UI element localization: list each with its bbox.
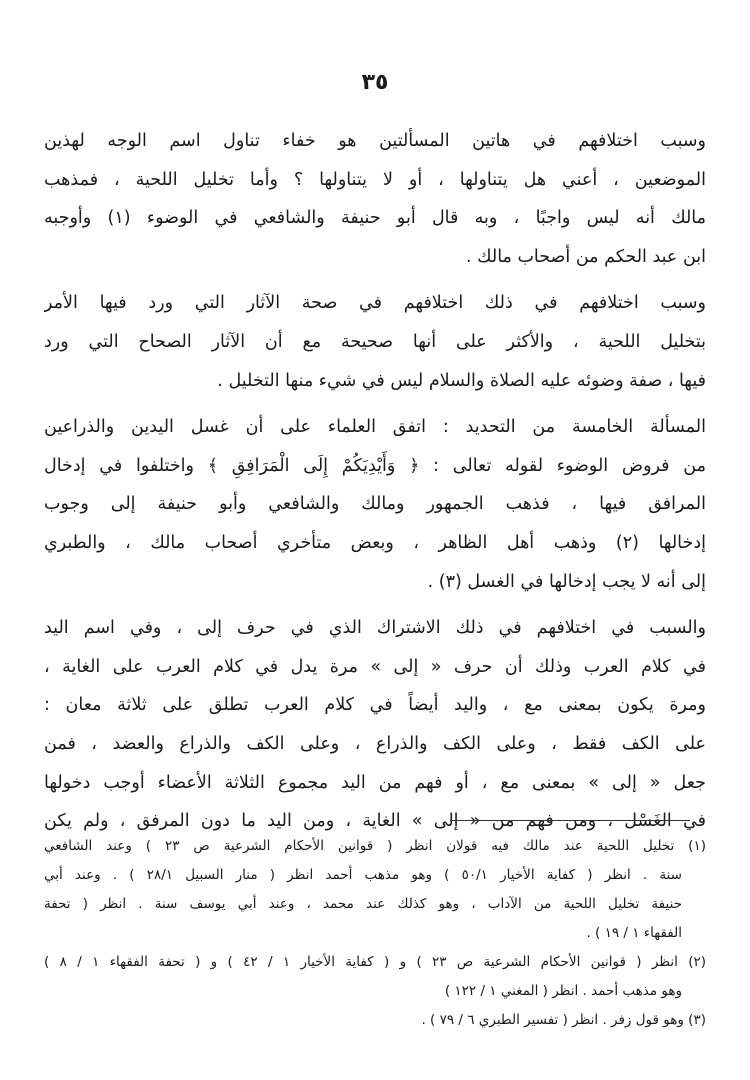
paragraph-beard-lines bbox=[44, 122, 706, 276]
text-line: ابن عبد الحكم من أصحاب مالك . bbox=[465, 246, 706, 267]
text-line: وسبب اختلافهم في هاتين المسألتين هو خفاء تناول اسم الوجه لهذين bbox=[44, 131, 706, 151]
text-line: من فروض الوضوء لقوله تعالى : ﴿ وَأَيْدِيَكُمْ إِلَى الْمَرَافِقِ ﴾ واختلفوا في إدخال bbox=[44, 455, 706, 476]
text-line: ومرة يكون بمعنى مع ، واليد أيضاً في كلام العرب تطلق على ثلاثة معان : bbox=[44, 695, 706, 716]
page-number: ٣٥ bbox=[361, 70, 389, 95]
footnote-line: (٢) انظر ( قوانين الأحكام الشرعية ص ٢٣ ) و ( كفاية الأخيار ١ / ٤٢ ) و ( تحفة الفقهاء ١ / ٨ ) bbox=[44, 954, 706, 970]
footnote-line: حنيفة تخليل اللحية من الآداب ، وهو كذلك عند محمد ، وعند أبي يوسف سنة . انظر ( تحفة bbox=[44, 896, 682, 912]
footnote-line: (٣) وهو قول زفر . انظر ( تفسير الطبري ٦ / ٧٩ ) . bbox=[421, 1012, 706, 1028]
paragraph-fifth-issue bbox=[44, 408, 706, 601]
footnote-2 bbox=[44, 948, 706, 1006]
text-line: جعل « إلى » بمعنى مع ، أو فهم من اليد مجموع الثلاثة الأعضاء أوجب دخولها bbox=[44, 772, 706, 793]
text-line: فيها ، صفة وضوئه عليه الصلاة والسلام ليس في شيء منها التخليل . bbox=[217, 370, 706, 391]
text-line: الموضعين ، أعني هل يتناولها ، أو لا يتناولها ؟ وأما تخليل اللحية ، فمذهب bbox=[44, 169, 706, 190]
footnote-divider bbox=[450, 820, 690, 821]
text-line: إلى أنه لا يجب إدخالها في الغسل (٣) . bbox=[427, 571, 706, 592]
text-line: المرافق فيها ، فذهب الجمهور ومالك والشافعي وأبو حنيفة إلى وجوب bbox=[44, 494, 706, 515]
body-text bbox=[44, 122, 706, 841]
paragraph-cause bbox=[44, 609, 706, 841]
text-line: المسألة الخامسة من التحديد : اتفق العلماء على أن غسل اليدين والذراعين bbox=[44, 417, 706, 438]
text-line: في الغَسْل ، ومن فهم من « إلى » الغاية ، ومن اليد ما دون المرفق ، ولم يكن bbox=[44, 811, 706, 832]
paragraph-beard-reason bbox=[44, 284, 706, 400]
text-line: على الكف فقط ، وعلى الكف والذراع ، وعلى الكف والذراع والعضد ، فمن bbox=[44, 733, 706, 754]
text-line: مالك أنه ليس واجبًا ، وبه قال أبو حنيفة والشافعي في الوضوء (١) وأوجبه bbox=[44, 208, 706, 229]
text-line: بتخليل اللحية ، والأكثر على أنها صحيحة مع أن الآثار الصحاح التي ورد bbox=[44, 331, 706, 352]
footnote-line: (١) تخليل اللحية عند مالك فيه قولان انظر ( قوانين الأحكام الشرعية ص ٢٣ ) وعند الشافعي bbox=[44, 838, 706, 854]
footnote-3 bbox=[44, 1006, 706, 1035]
footnote-line: وهو مذهب أحمد . انظر ( المغني ١ / ١٢٢ ) bbox=[444, 983, 682, 999]
text-line: والسبب في اختلافهم في ذلك الاشتراك الذي في حرف إلى ، وفي اسم اليد bbox=[44, 618, 706, 639]
footnote-line: سنة . انظر ( كفاية الأخيار ٥٠/١ ) وهو مذهب أحمد انظر ( منار السبيل ٢٨/١ ) . وعند أبي bbox=[44, 867, 682, 883]
text-line: إدخالها (٢) وذهب أهل الظاهر ، وبعض متأخري أصحاب مالك ، والطبري bbox=[44, 532, 706, 553]
text-line: في كلام العرب وذلك أن حرف « إلى » مرة يدل في كلام العرب على الغاية ، bbox=[44, 656, 706, 677]
footnote-line: الفقهاء ١ / ١٩ ) . bbox=[586, 925, 682, 941]
text-line: وسبب اختلافهم في ذلك اختلافهم في صحة الآثار التي ورد فيها الأمر bbox=[44, 293, 706, 314]
footnote-1 bbox=[44, 832, 706, 948]
footnotes bbox=[44, 832, 706, 1035]
